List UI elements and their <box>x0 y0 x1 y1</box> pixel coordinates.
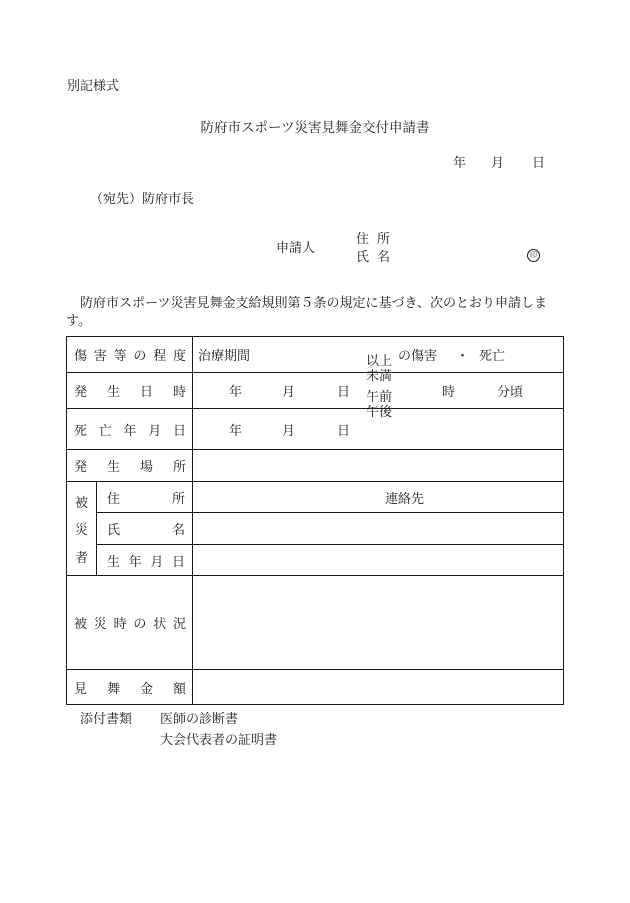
occ-year-label: 年 <box>229 385 243 400</box>
am-label: 午前 <box>366 389 393 405</box>
occ-day-label: 日 <box>337 385 351 400</box>
injury-label: の傷害 <box>398 349 438 364</box>
document-title: 防府市スポーツ災害見舞金交付申請書 <box>200 120 430 136</box>
attachment-item: 医師の診断書 <box>160 712 239 727</box>
attachments-line-1 <box>80 713 238 726</box>
attachment-item: 大会代表者の証明書 <box>160 733 278 748</box>
applicant-label: 申請人 <box>276 241 316 256</box>
occ-minute-label: 分頃 <box>497 385 524 400</box>
date-year-label: 年 <box>453 156 467 171</box>
death-date-label-cell: 死 亡 年 月 日 <box>67 409 193 450</box>
occurrence-datetime-label-cell: 発 生 日 時 <box>67 373 193 409</box>
occurrence-place-field[interactable] <box>193 450 564 482</box>
victim-name-field[interactable] <box>193 513 564 545</box>
date-month-label: 月 <box>491 156 505 171</box>
injury-degree-field[interactable] <box>193 337 564 384</box>
amount-field[interactable] <box>193 670 564 705</box>
separator-dot: ・ <box>456 349 470 364</box>
death-option-label: 死亡 <box>479 349 506 364</box>
occ-hour-label: 時 <box>442 385 456 400</box>
above-label: 以上 <box>366 353 393 369</box>
application-table <box>66 336 564 705</box>
death-month-label: 月 <box>282 423 296 439</box>
occurrence-place-label-cell: 発 生 場 所 <box>67 450 193 482</box>
pm-label: 午後 <box>366 404 393 420</box>
victim-birthdate-label-cell: 生 年 月 日 <box>97 545 193 576</box>
attachments-label: 添付書類 <box>80 712 133 727</box>
below-label: 未満 <box>366 368 393 384</box>
form-label: 別記様式 <box>67 79 120 94</box>
situation-field[interactable] <box>193 576 564 670</box>
applicant-address-label: 住所 <box>356 232 399 247</box>
treatment-period-label: 治療期間 <box>198 349 251 364</box>
victim-address-label-cell: 住 所 <box>97 482 193 513</box>
death-year-label: 年 <box>229 423 243 439</box>
contact-label: 連絡先 <box>385 491 425 507</box>
date-day-label: 日 <box>532 156 546 171</box>
applicant-name-label: 氏名 <box>356 250 399 265</box>
occ-month-label: 月 <box>282 385 296 400</box>
statement-text: 防府市スポーツ災害見舞金支給規則第５条の規定に基づき、次のとおり申請します。 <box>66 296 547 329</box>
death-day-label: 日 <box>337 423 351 439</box>
victim-name-label-cell: 氏 名 <box>97 513 193 545</box>
amount-label-cell: 見 舞 金 額 <box>67 670 193 705</box>
victim-birthdate-field[interactable] <box>193 545 564 576</box>
victim-label-cell: 被 災 者 <box>67 482 97 576</box>
situation-label-cell: 被 災 時 の 状 況 <box>67 576 193 670</box>
injury-degree-label-cell: 傷 害 等 の 程 度 <box>67 337 193 373</box>
seal-mark-icon: 印 <box>527 249 540 262</box>
victim-address-field[interactable] <box>193 482 564 513</box>
addressee: （宛先）防府市長 <box>90 192 195 207</box>
